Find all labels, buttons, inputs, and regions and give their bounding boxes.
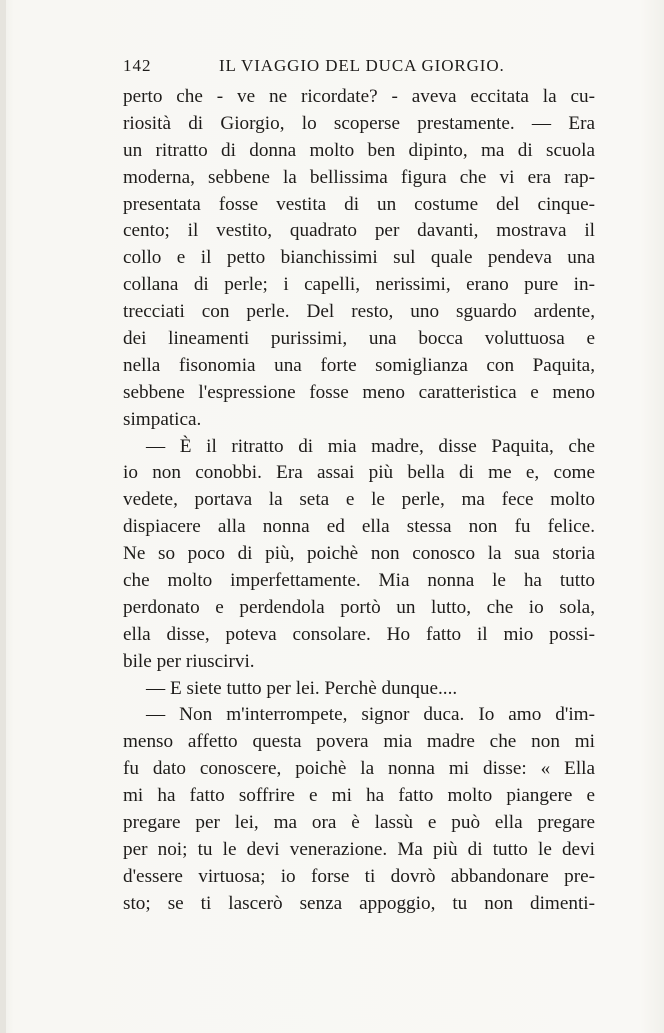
text-line: nella fisonomia una forte somiglianza con Paquita, <box>123 354 595 376</box>
text-line: — Non m'interrompete, signor duca. Io amo d'im- <box>146 704 595 726</box>
text-line: fu dato conoscere, poichè la nonna mi disse: « Ella <box>123 758 595 780</box>
page-gutter-shadow <box>0 0 6 1033</box>
text-line: dei lineamenti purissimi, una bocca voluttuosa e <box>123 328 595 350</box>
text-line: io non conobbi. Era assai più bella di me e, come <box>123 462 595 484</box>
text-line: che molto imperfettamente. Mia nonna le ha tutto <box>123 570 595 592</box>
text-line: presentata fosse vestita di un costume del cinque- <box>123 193 595 215</box>
text-line: — È il ritratto di mia madre, disse Paquita, che <box>146 435 595 457</box>
text-line: sto; se ti lascerò senza appoggio, tu non dimenti- <box>123 892 595 914</box>
page-number: 142 <box>123 56 152 75</box>
text-line: sebbene l'espressione fosse meno caratteristica e meno <box>123 381 595 403</box>
running-head <box>123 56 593 80</box>
running-title: IL VIAGGIO DEL DUCA GIORGIO. <box>219 56 505 75</box>
text-line: pregare per lei, ma ora è lassù e può ella pregare <box>123 812 595 834</box>
text-line: Ne so poco di più, poichè non conosco la sua storia <box>123 543 595 565</box>
text-line: vedete, portava la seta e le perle, ma fece molto <box>123 489 595 511</box>
text-line: bile per riuscirvi. <box>123 650 255 672</box>
text-line: perto che - ve ne ricordate? - aveva eccitata la cu- <box>123 86 595 107</box>
text-line: per noi; tu le devi venerazione. Ma più di tutto le devi <box>123 838 595 860</box>
text-line: collana di perle; i capelli, nerissimi, erano pure in- <box>123 274 595 296</box>
text-line: mi ha fatto soffrire e mi ha fatto molto piangere e <box>123 785 595 807</box>
text-line: menso affetto questa povera mia madre che non mi <box>123 731 595 753</box>
text-line: simpatica. <box>123 408 202 430</box>
text-line: ella disse, poteva consolare. Ho fatto il mio possi- <box>123 623 595 645</box>
text-line: d'essere virtuosa; io forse ti dovrò abbandonare pre- <box>123 865 595 887</box>
text-line: perdonato e perdendola portò un lutto, che io sola, <box>123 596 595 618</box>
text-line: moderna, sebbene la bellissima figura che vi era rap- <box>123 166 595 188</box>
text-line: — E siete tutto per lei. Perchè dunque.... <box>146 677 458 699</box>
text-line: collo e il petto bianchissimi sul quale pendeva una <box>123 247 595 269</box>
text-line: cento; il vestito, quadrato per davanti, mostrava il <box>123 220 595 242</box>
text-line: un ritratto di donna molto ben dipinto, ma di scuola <box>123 139 595 161</box>
text-line: riosità di Giorgio, lo scoperse prestamente. — Era <box>123 112 595 134</box>
text-line: dispiacere alla nonna ed ella stessa non fu felice. <box>123 516 595 538</box>
body-text <box>123 84 595 918</box>
text-line: trecciati con perle. Del resto, uno sguardo ardente, <box>123 301 595 323</box>
